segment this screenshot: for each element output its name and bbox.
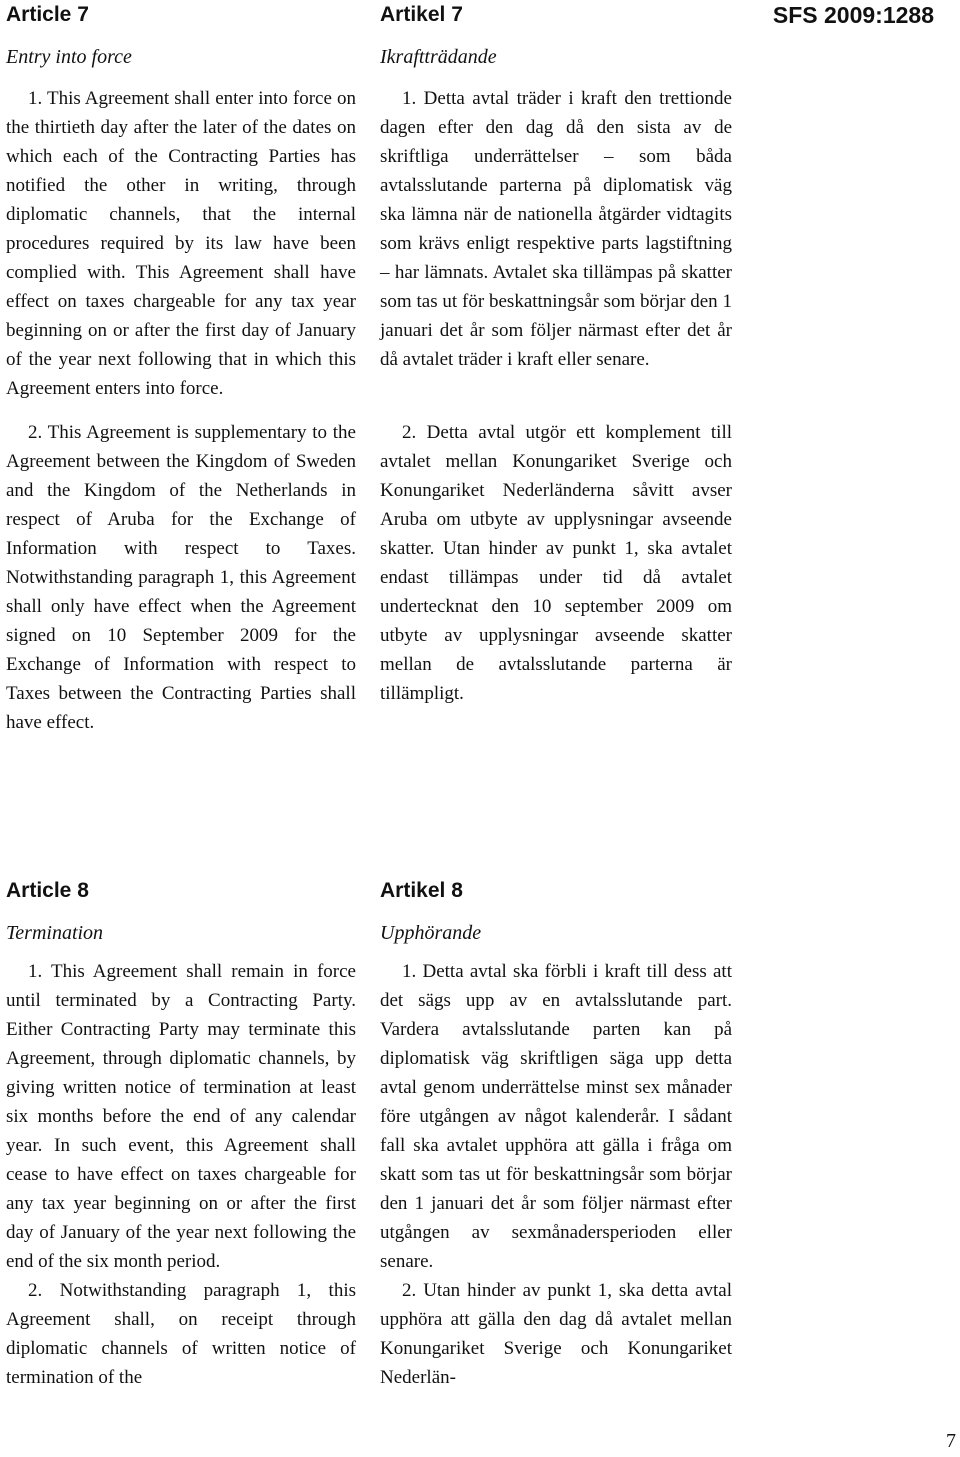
paragraph: 1. Detta avtal träder i kraft den trettionde dagen efter den dag då den sista av de skriftliga underrättelser – som båda avtalsslutande parterna på diplomatisk väg ska lämna när de nationella åtgärder vidtagits som krävs enligt respektive parts lagstiftning – har lämnats. Avtalet ska tillämpas på skatter som tas ut för beskattningsår som börjar den 1 januari det år som följer närmast efter det år då avtalet träder i kraft eller senare. <box>380 88 732 370</box>
article-body <box>380 84 732 708</box>
paragraph: 1. This Agreement shall remain in force until terminated by a Contracting Party. Either Contracting Party may terminate this Agreement, through diplomatic channels, by giving written notice of termination at least six months before the end of any calendar year. In such event, this Agreement shall cease to have effect on taxes chargeable for any tax year beginning on or after the first day of January of the year next following the end of the six month period. <box>6 961 356 1272</box>
page-number: 7 <box>946 1430 956 1452</box>
article-heading: Artikel 8 <box>380 879 463 902</box>
article-7-en <box>6 0 356 737</box>
paragraph: 1. This Agreement shall enter into force on the thirtieth day after the later of the dates on which each of the Contracting Parties has notified the other in writing, through diplomatic channels, that the internal procedures required by its law have been complied with. This Agreement shall have effect on taxes chargeable for any tax year beginning on or after the first day of January of the year next following that in which this Agreement enters into force. <box>6 88 356 399</box>
english-column <box>6 0 356 1388</box>
article-7-sv <box>380 0 732 708</box>
paragraph: 2. Utan hinder av punkt 1, ska detta avtal upphöra att gälla den dag då avtalet mellan Konungariket Sverige och Konungariket Nederlän- <box>380 1280 732 1388</box>
article-subheading: Upphörande <box>380 922 482 944</box>
paragraph: 2. Notwithstanding paragraph 1, this Agreement shall, on receipt through diplomatic channels of written notice of termination of the <box>6 1280 356 1388</box>
swedish-column <box>380 0 732 1388</box>
paragraph: 2. Detta avtal utgör ett komplement till avtalet mellan Konungariket Sverige och Konungariket Nederländerna såvitt avser Aruba om utbyte av upplysningar avseende skatter. Utan hinder av punkt 1, ska avtalet endast tillämpas under tid då avtalet undertecknat den 10 september 2009 om utbyte av upplysningar avseende skatter mellan de avtalsslutande parterna är tillämpligt. <box>380 422 732 704</box>
article-heading: Artikel 7 <box>380 3 463 26</box>
paragraph: 2. This Agreement is supplementary to the Agreement between the Kingdom of Sweden and the Kingdom of the Netherlands in respect of Aruba for the Exchange of Information with respect to Taxes. Notwithstanding paragraph 1, this Agreement shall only have effect when the Agreement signed on 10 September 2009 for the Exchange of Information with respect to Taxes between the Contracting Parties shall have effect. <box>6 422 356 733</box>
sfs-number: SFS 2009:1288 <box>772 2 934 28</box>
article-8-sv <box>380 876 732 1392</box>
article-heading: Article 7 <box>6 3 89 26</box>
paragraph: 1. Detta avtal ska förbli i kraft till dess att det sägs upp av en avtalsslutande part. Vardera avtalsslutande parten kan på diplomatisk väg skriftligen säga upp detta avtal genom underrättelse minst sex månader före utgången av något kalenderår. I sådant fall ska avtalet upphöra att gälla i fråga om skatt som tas ut för beskattningsår som börjar den 1 januari det år som följer närmast efter utgången av sexmånadersperioden eller senare. <box>380 961 732 1272</box>
article-body <box>6 84 356 737</box>
article-subheading: Ikraftträdande <box>380 46 497 68</box>
article-heading: Article 8 <box>6 879 89 902</box>
article-subheading: Termination <box>6 922 104 944</box>
article-body <box>6 957 356 1392</box>
article-body <box>380 957 732 1392</box>
article-8-en <box>6 876 356 1392</box>
article-subheading: Entry into force <box>6 46 132 68</box>
